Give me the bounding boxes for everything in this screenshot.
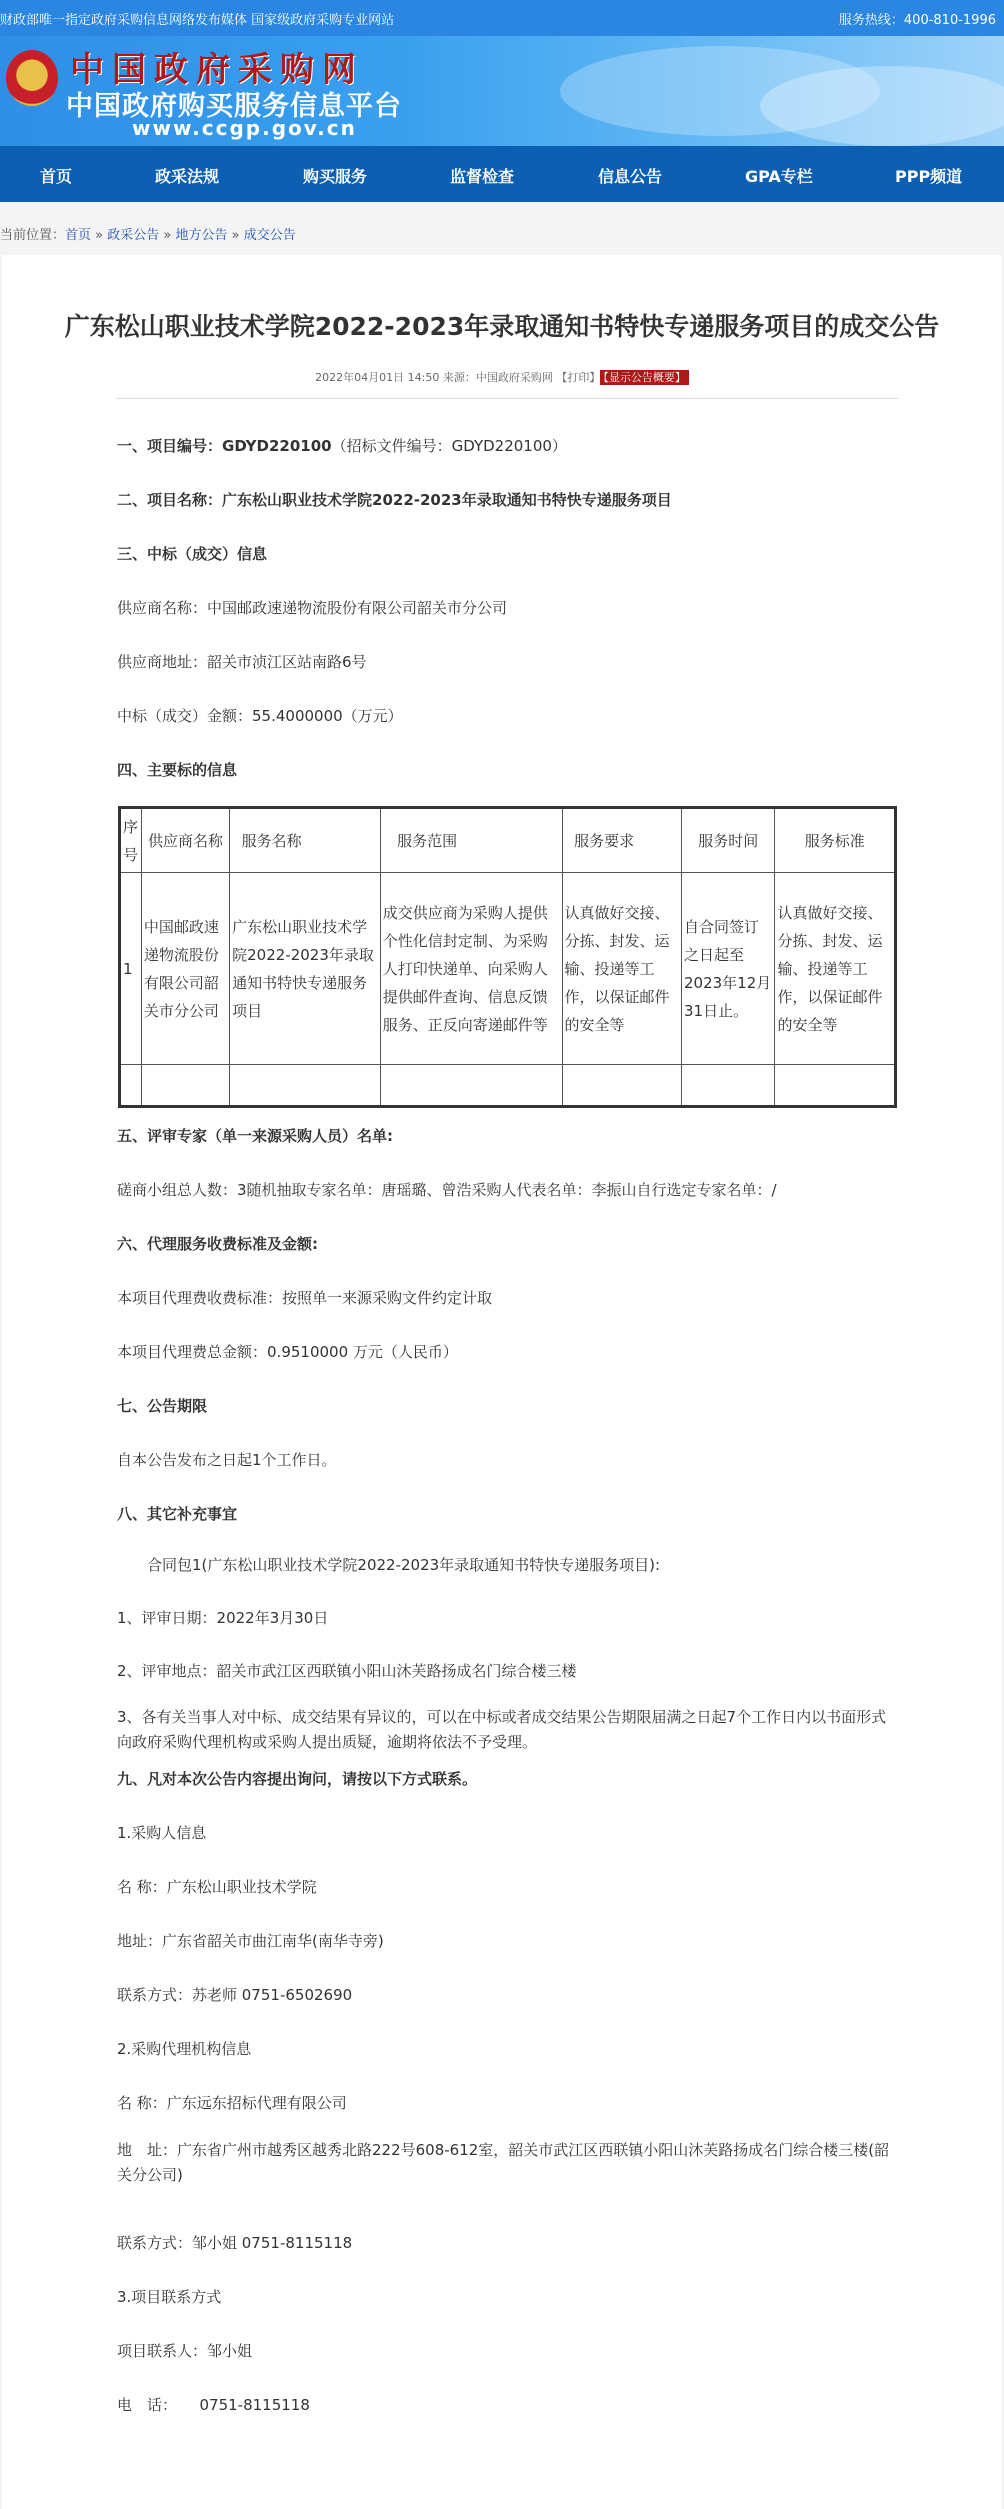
table-header-cell: 服务名称 — [230, 808, 381, 873]
buyer-info-heading: 1.采购人信息 — [117, 1824, 207, 1842]
project-contact-person: 项目联系人：邹小姐 — [117, 2342, 253, 2360]
announcement-period: 自本公告发布之日起1个工作日。 — [117, 1451, 337, 1469]
section-heading-7: 七、公告期限 — [117, 1397, 208, 1415]
site-banner — [0, 36, 1004, 146]
section-heading-8: 八、其它补充事宜 — [117, 1505, 238, 1523]
table-header-row — [120, 808, 896, 873]
main-subject-table — [118, 806, 897, 1108]
supplier-address: 供应商地址：韶关市浈江区站南路6号 — [117, 653, 367, 671]
expert-list: 磋商小组总人数：3随机抽取专家名单：唐瑶璐、曾浩采购人代表名单：李振山自行选定专家名单：/ — [117, 1181, 777, 1199]
fee-total: 本项目代理费总金额：0.9510000 万元（人民币） — [117, 1343, 458, 1361]
table-header-cell: 服务标准 — [775, 808, 896, 873]
table-cell — [681, 1065, 774, 1107]
site-slogan: 财政部唯一指定政府采购信息网络发布媒体 国家级政府采购专业网站 — [0, 13, 395, 28]
divider — [116, 398, 898, 399]
table-cell: 认真做好交接、分拣、封发、运输、投递等工作，以保证邮件的安全等 — [775, 873, 896, 1065]
site-logo-name[interactable]: 中国政府采购网 — [70, 50, 364, 90]
top-bar — [0, 0, 1004, 36]
objection-notice: 3、各有关当事人对中标、成交结果有异议的，可以在中标或者成交结果公告期限届满之日起7个工作日内以书面形式向政府采购代理机构或采购人提出质疑，逾期将依法不予受理。 — [117, 1708, 887, 1751]
table-cell — [120, 1065, 142, 1107]
table-cell — [562, 1065, 681, 1107]
breadcrumb-gov-announcements[interactable]: 政采公告 — [107, 228, 160, 243]
site-logo-url: www.ccgp.gov.cn — [132, 116, 357, 140]
table-cell: 广东松山职业技术学院2022-2023年录取通知书特快专递服务项目 — [230, 873, 381, 1065]
article-meta-text: 2022年04月01日 14:50 来源：中国政府采购网 【打印】 — [315, 371, 601, 384]
contract-package: 合同包1(广东松山职业技术学院2022-2023年录取通知书特快专递服务项目): — [147, 1556, 661, 1574]
nav-item-home[interactable]: 首页 — [40, 167, 73, 186]
agent-info-heading: 2.采购代理机构信息 — [117, 2040, 252, 2058]
table-cell — [380, 1065, 562, 1107]
review-location: 2、评审地点：韶关市武江区西联镇小阳山沐芙路扬成名门综合楼三楼 — [117, 1662, 577, 1680]
nav-item-regulations[interactable]: 政采法规 — [155, 167, 220, 186]
breadcrumb-separator: » — [159, 228, 176, 243]
project-contact-heading: 3.项目联系方式 — [117, 2288, 222, 2306]
table-header-cell: 服务范围 — [380, 808, 562, 873]
agent-contact: 联系方式：邹小姐 0751-8115118 — [117, 2234, 353, 2252]
supplier-name: 供应商名称：中国邮政速递物流股份有限公司韶关市分公司 — [117, 599, 508, 617]
breadcrumb-local-announcements[interactable]: 地方公告 — [175, 228, 228, 243]
show-summary-button[interactable]: 【显示公告概要】 — [600, 370, 689, 385]
deal-amount: 中标（成交）金额：55.4000000（万元） — [117, 707, 403, 725]
fee-standard: 本项目代理费收费标准：按照单一来源采购文件约定计取 — [117, 1289, 493, 1307]
breadcrumb-home[interactable]: 首页 — [65, 228, 92, 243]
agent-address: 地 址：广东省广州市越秀区越秀北路222号608-612室，韶关市武江区西联镇小阳山沐芙路扬成名门综合楼三楼(韶关分公司) — [117, 2141, 890, 2184]
article-meta — [2, 369, 1002, 385]
table-header-cell: 服务时间 — [681, 808, 774, 873]
nav-item-ppp[interactable]: PPP频道 — [895, 167, 963, 186]
table-header-cell: 供应商名称 — [141, 808, 229, 873]
page-title: 广东松山职业技术学院2022-2023年录取通知书特快专递服务项目的成交公告 — [64, 312, 940, 341]
banner-cloud — [760, 66, 1004, 146]
table-header-cell: 序号 — [120, 808, 142, 873]
site-logo-subtitle: 中国政府购买服务信息平台 — [66, 91, 402, 122]
section-heading-6: 六、代理服务收费标准及金额: — [117, 1235, 318, 1253]
section-heading-9: 九、凡对本次公告内容提出询问，请按以下方式联系。 — [117, 1770, 478, 1788]
project-number — [117, 435, 567, 456]
article-container — [2, 255, 1002, 2509]
table-cell — [775, 1065, 896, 1107]
buyer-address: 地址：广东省韶关市曲江南华(南华寺旁) — [117, 1932, 384, 1950]
bid-doc-number: （招标文件编号：GDYD220100） — [331, 437, 567, 455]
section-heading-5: 五、评审专家（单一来源采购人员）名单: — [117, 1127, 394, 1145]
breadcrumb-deal-announcements[interactable]: 成交公告 — [243, 228, 296, 243]
table-cell: 自合同签订之日起至2023年12月31日止。 — [681, 873, 774, 1065]
review-date: 1、评审日期：2022年3月30日 — [117, 1609, 329, 1627]
table-cell: 认真做好交接、分拣、封发、运输、投递等工作，以保证邮件的安全等 — [562, 873, 681, 1065]
table-row-empty — [120, 1065, 896, 1107]
agent-name: 名 称：广东远东招标代理有限公司 — [117, 2094, 347, 2112]
nav-item-supervision[interactable]: 监督检查 — [450, 167, 515, 186]
main-nav — [0, 146, 1004, 202]
section-heading-4: 四、主要标的信息 — [117, 761, 238, 779]
project-contact-phone: 电 话： 0751-8115118 — [117, 2396, 310, 2414]
national-emblem-icon — [6, 50, 58, 106]
table-cell — [141, 1065, 229, 1107]
buyer-contact: 联系方式：苏老师 0751-6502690 — [117, 1986, 353, 2004]
table-cell: 中国邮政速递物流股份有限公司韶关市分公司 — [141, 873, 229, 1065]
nav-item-gpa[interactable]: GPA专栏 — [745, 167, 813, 186]
section-heading-3: 三、中标（成交）信息 — [117, 545, 268, 563]
table-cell — [230, 1065, 381, 1107]
table-header-cell: 服务要求 — [562, 808, 681, 873]
service-hotline: 服务热线：400-810-1996 — [838, 13, 996, 28]
table-cell: 1 — [120, 873, 142, 1065]
breadcrumb-separator: » — [227, 228, 244, 243]
breadcrumb-separator: » — [91, 228, 108, 243]
nav-item-announcements[interactable]: 信息公告 — [598, 167, 663, 186]
table-row — [120, 873, 896, 1065]
project-number-heading: 一、项目编号：GDYD220100 — [117, 437, 332, 455]
table-cell: 成交供应商为采购人提供个性化信封定制、为采购人打印快递单、向采购人提供邮件查询、信息反馈服务、正反向寄递邮件等 — [380, 873, 562, 1065]
buyer-name: 名 称：广东松山职业技术学院 — [117, 1878, 317, 1896]
breadcrumb — [0, 224, 296, 243]
breadcrumb-prefix: 当前位置： — [0, 228, 66, 243]
project-name: 二、项目名称：广东松山职业技术学院2022-2023年录取通知书特快专递服务项目 — [117, 491, 672, 509]
nav-item-purchase-service[interactable]: 购买服务 — [303, 167, 368, 186]
